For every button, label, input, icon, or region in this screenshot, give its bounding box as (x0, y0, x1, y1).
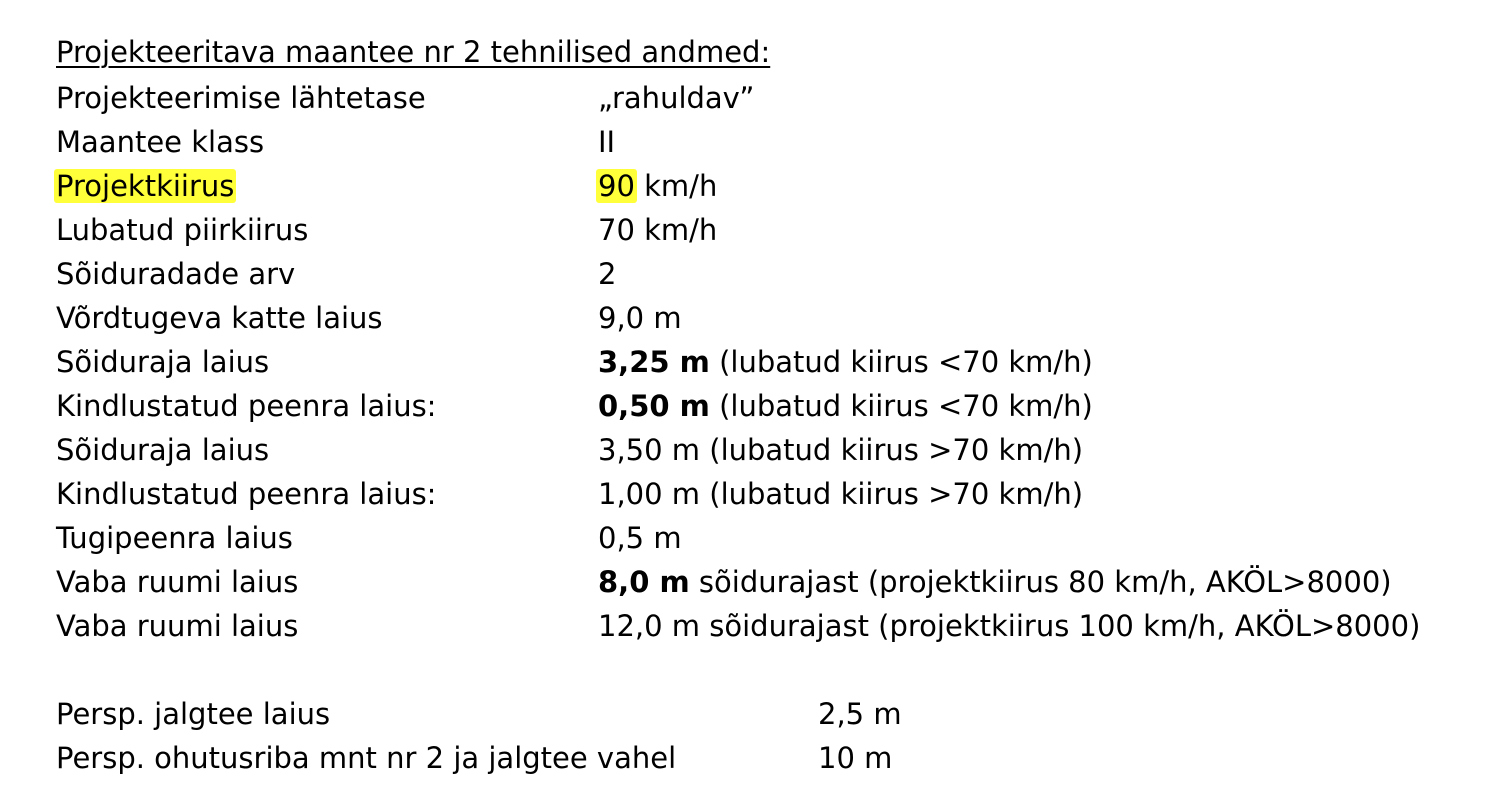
document-heading: Projekteeritava maantee nr 2 tehnilised andmed: (56, 35, 771, 69)
spec-value (598, 560, 1392, 604)
spec-row (56, 384, 1486, 428)
spec-value (598, 164, 717, 208)
spec-value (598, 604, 1420, 648)
extra-value: 10 m (818, 741, 893, 775)
value-unit: km/h (634, 169, 718, 203)
value-bold: 3,25 m (598, 345, 710, 379)
spec-label: Projekteerimise lähtetase (56, 81, 426, 115)
extra-row (56, 736, 1486, 780)
spec-row (56, 340, 1486, 384)
spec-label: Sõiduraja laius (56, 433, 270, 467)
spec-label: Maantee klass (56, 125, 265, 159)
spec-label: Sõiduradade arv (56, 257, 296, 291)
extra-label: Persp. ohutusriba mnt nr 2 ja jalgtee vahel (56, 741, 677, 775)
spec-row-highlighted (56, 428, 1486, 472)
spec-value (598, 428, 1083, 472)
highlighted-value: 12,0 m sõidurajast (projektkiirus 100 km/h, AKÖL>8000 (598, 609, 1410, 643)
spec-value: 9,0 m (598, 301, 682, 335)
spec-label (56, 164, 234, 208)
value-end: ) (1409, 609, 1421, 643)
spec-row-highlighted (56, 472, 1486, 516)
value-note: (lubatud kiirus <70 km/h) (709, 345, 1093, 379)
spec-row (56, 516, 1486, 560)
spec-value: II (598, 125, 616, 159)
spec-label: Kindlustatud peenra laius: (56, 477, 437, 511)
extra-row (56, 692, 1486, 736)
spec-value: „rahuldav” (598, 81, 755, 115)
spec-value (598, 340, 1093, 384)
highlighted-value: 1,00 m (lubatud kiirus >70 km/h) (598, 477, 1084, 511)
spec-row-highlighted (56, 604, 1486, 648)
spec-row (56, 296, 1486, 340)
spec-row-highlighted (56, 164, 1486, 208)
spec-row (56, 560, 1486, 604)
highlighted-value: 3,50 m (lubatud kiirus >70 km/h (598, 433, 1072, 467)
value-end: ) (1071, 433, 1084, 467)
spec-row (56, 76, 1486, 120)
highlighted-label: Projektkiirus (56, 169, 235, 203)
spec-label: Sõiduraja laius (56, 345, 270, 379)
value-note: sõidurajast (projektkiirus 80 km/h, AKÖL>8000) (689, 565, 1392, 599)
extra-label: Persp. jalgtee laius (56, 697, 331, 731)
spec-label: Kindlustatud peenra laius: (56, 389, 437, 423)
spec-label: Tugipeenra laius (56, 521, 293, 555)
extra-value: 2,5 m (818, 697, 902, 731)
spec-row (56, 208, 1486, 252)
spec-value: 2 (598, 257, 617, 291)
value-bold: 8,0 m (598, 565, 690, 599)
spec-label: Lubatud piirkiirus (56, 213, 309, 247)
spec-value (598, 384, 1093, 428)
spec-value: 70 km/h (598, 213, 718, 247)
spec-value (598, 472, 1083, 516)
value-bold: 0,50 m (598, 389, 710, 423)
spec-label: Vaba ruumi laius (56, 565, 299, 599)
value-note: (lubatud kiirus <70 km/h) (709, 389, 1093, 423)
spec-row (56, 252, 1486, 296)
spec-row (56, 120, 1486, 164)
spec-label: Võrdtugeva katte laius (56, 301, 383, 335)
spec-value: 0,5 m (598, 521, 682, 555)
highlighted-value: 90 (598, 169, 635, 203)
spec-label: Vaba ruumi laius (56, 609, 299, 643)
